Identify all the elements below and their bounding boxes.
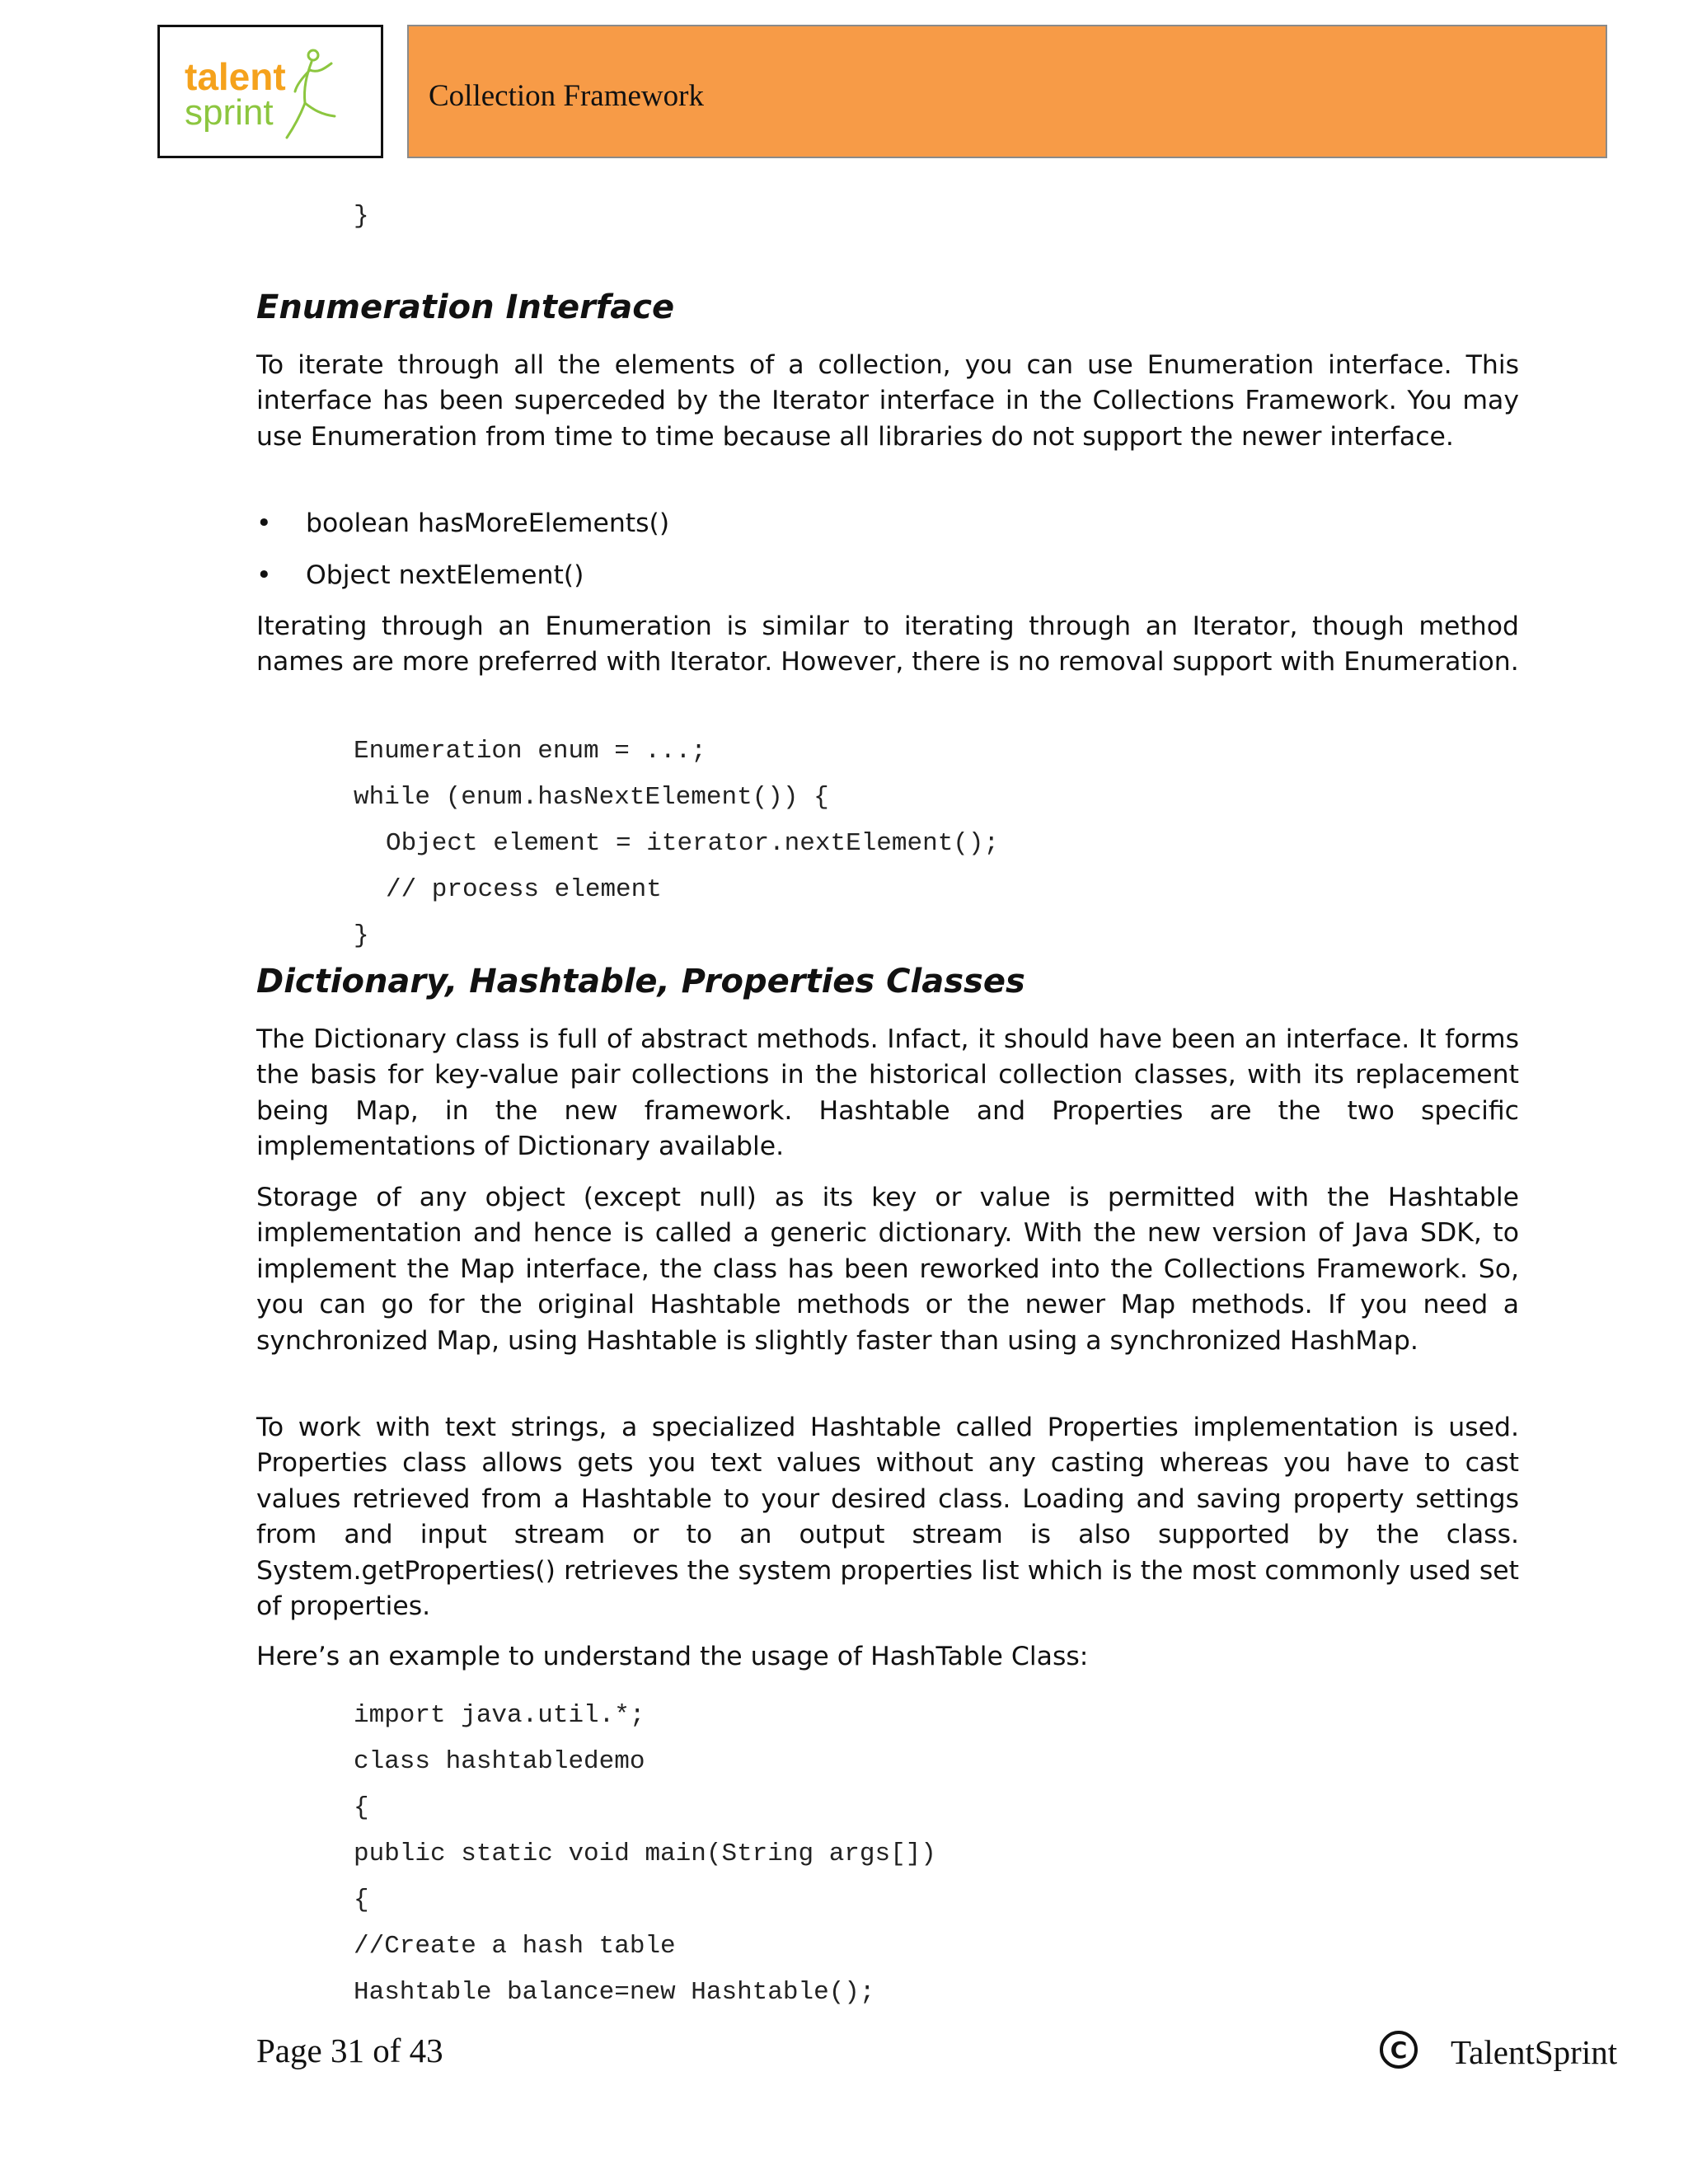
example-intro-paragraph: Here’s an example to understand the usage of HashTable Class: bbox=[256, 1642, 1089, 1671]
code-line: import java.util.*; bbox=[354, 1701, 645, 1730]
code-line: class hashtabledemo bbox=[354, 1747, 645, 1776]
code-line: Object element = iterator.nextElement(); bbox=[386, 829, 1000, 858]
code-line: // process element bbox=[386, 875, 662, 904]
logo-text-sprint: sprint bbox=[185, 92, 274, 133]
code-line: Enumeration enum = ...; bbox=[354, 737, 706, 766]
header-band bbox=[407, 25, 1607, 158]
footer-brand: TalentSprint bbox=[1451, 2033, 1618, 2071]
code-line: { bbox=[354, 1793, 369, 1822]
code-line: //Create a hash table bbox=[354, 1932, 676, 1961]
page-number: Page 31 of 43 bbox=[256, 2032, 443, 2069]
hashtable-paragraph: Storage of any object (except null) as its key or value is permitted with the Hashtable implementation and hence is called a generic dictionary. With the new version of Java SDK, to implement the Map interface, the class has been reworked into the Collections Framework. So, you can go for the original Hashtable methods or the newer Map methods. If you need a synchronized Map, using Hashtable is slightly faster than using a synchronized HashMap. bbox=[256, 1183, 1519, 1356]
dictionary-intro-paragraph: The Dictionary class is full of abstract methods. Infact, it should have been an interface. It forms the basis for key-value pair collections in the historical collection classes, with its replacement being Map, in the new framework. Hashtable and Properties are the two specific implementations of Dictionary available. bbox=[256, 1024, 1519, 1162]
bullet-icon: • bbox=[256, 560, 272, 590]
enumeration-intro-paragraph: To iterate through all the elements of a collection, you can use Enumeration interface. This interface has been superceded by the Iterator interface in the Collections Framework. You may use Enumeration from time to time because all libraries do not support the newer interface. bbox=[256, 350, 1519, 452]
enumeration-comparison-paragraph: Iterating through an Enumeration is similar to iterating through an Iterator, though method names are more preferred with Iterator. However, there is no removal support with Enumeration. bbox=[256, 612, 1519, 677]
bullet-text: Object nextElement() bbox=[306, 560, 584, 590]
section-heading-dictionary: Dictionary, Hashtable, Properties Classes bbox=[256, 963, 1025, 1001]
talentsprint-logo bbox=[181, 45, 363, 143]
logo-text-talent: talent bbox=[185, 55, 286, 98]
code-closing-brace: } bbox=[354, 202, 369, 231]
copyright-icon bbox=[1378, 2029, 1419, 2070]
copyright-letter: C bbox=[1390, 2036, 1408, 2064]
bullet-icon: • bbox=[256, 509, 272, 538]
logo-box bbox=[157, 25, 383, 158]
section-heading-enumeration: Enumeration Interface bbox=[256, 288, 675, 326]
code-line: } bbox=[354, 921, 369, 950]
runner-icon bbox=[287, 50, 335, 138]
code-line: Hashtable balance=new Hashtable(); bbox=[354, 1978, 875, 2007]
code-line: { bbox=[354, 1886, 369, 1915]
code-line: while (enum.hasNextElement()) { bbox=[354, 783, 829, 812]
code-line: public static void main(String args[]) bbox=[354, 1840, 936, 1868]
bullet-text: boolean hasMoreElements() bbox=[306, 509, 670, 538]
document-title: Collection Framework bbox=[429, 79, 704, 113]
properties-paragraph: To work with text strings, a specialized Hashtable called Properties implementation is used. Properties class allows gets you text values without any casting whereas you have to cast values retrieved from a Hashtable to your desired class. Loading and saving property settings from and input stream or to an output stream is also supported by the class. System.getProperties() retrieves the system properties list which is the most commonly used set of properties. bbox=[256, 1413, 1519, 1622]
